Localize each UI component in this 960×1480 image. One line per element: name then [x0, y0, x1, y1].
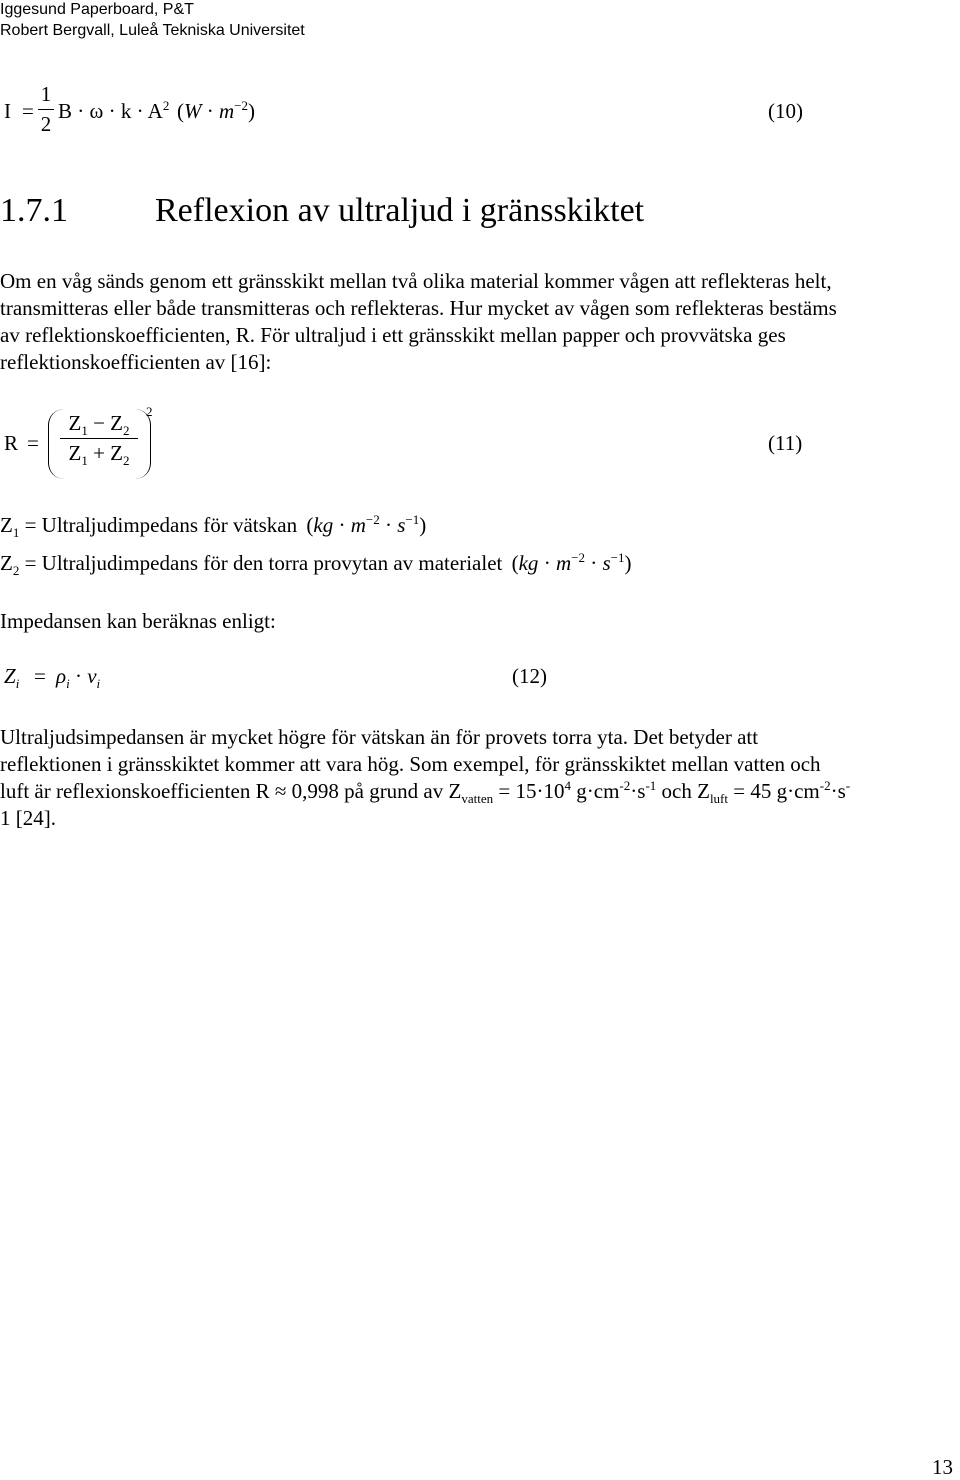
eq12-lhs: $Z_i$ [4, 664, 20, 692]
eq11-numerator: $Z_1 - Z_2$ [68, 411, 130, 439]
definition-z2: $Z_2$ = Ultraljudimpedans för den torra provytan av materialet $(kg \cdot m^{-2} \cdot s^{-1})$ [0, 550, 632, 579]
para1-line: transmitteras eller både transmitteras och reflekteras. Hur mycket av vågen som reflekteras bestäms [0, 296, 837, 320]
eq11-fraction [60, 411, 138, 469]
eq10-fraction [38, 84, 54, 135]
para2-line: 1 [24]. [0, 806, 56, 830]
paragraph-conclusion [0, 724, 955, 832]
para2-line: Ultraljudsimpedansen är mycket högre för vätskan än för provets torra yta. Det betyder att [0, 725, 759, 749]
eq10-lhs: I [4, 99, 11, 123]
page-number: 13 [932, 1455, 953, 1479]
z1-unit: $(kg \cdot m^{-2} \cdot s^{-1})$ [306, 512, 427, 537]
definition-z1: $Z_1$ = Ultraljudimpedans för vätskan $(kg \cdot m^{-2} \cdot s^{-1})$ [0, 512, 427, 541]
eq12-number: (12) [512, 664, 547, 688]
eq10-term: $B \cdot \omega \cdot k \cdot A^2$ [58, 98, 170, 123]
z2-unit: $(kg \cdot m^{-2} \cdot s^{-1})$ [511, 550, 632, 575]
para2-line: reflektionen i gränsskiktet kommer att vara hög. Som exempel, för gränsskiktet mellan vatten och [0, 752, 821, 776]
section-heading [0, 192, 644, 230]
eq10-frac-den: 2 [40, 112, 52, 136]
section-title: Reflexion av ultraljud i gränsskiktet [155, 192, 645, 229]
para1-line: Om en våg sänds genom ett gränsskikt mellan två olika material kommer vågen att reflekteras helt, [0, 269, 832, 293]
eq11-equals: = [27, 431, 39, 455]
eq10-units-exp: −2 [234, 98, 249, 113]
eq11-number: (11) [768, 431, 803, 455]
eq11-exponent: 2 [146, 404, 153, 419]
eq10-equals: = [22, 99, 34, 123]
section-number: 1.7.1 [0, 192, 68, 229]
eq10-frac-num: 1 [40, 82, 52, 106]
paragraph-intro [0, 268, 955, 376]
eq11-lhs: R [4, 431, 19, 455]
running-header-author: Robert Bergvall, Luleå Tekniska Universitet [0, 22, 305, 39]
para2-line: luft är reflexionskoefficienten R ≈ 0,998 på grund av $Z_{vatten} = 15\cdot 10^4$ $g\cdot cm^{-2}\cdot s^{-1}$ och $Z_{luft} = 45$ $g\cdot cm^{-2}\cdot s^-$ [0, 778, 851, 807]
eq12-rhs: $\rho_i \cdot v_i$ [56, 664, 101, 692]
eq10-term-exp: 2 [162, 98, 170, 113]
fraction-bar [38, 109, 54, 110]
eq12-equals: = [34, 664, 46, 688]
eq10-number: (10) [768, 99, 803, 123]
eq11-denominator: $Z_1 + Z_2$ [68, 441, 130, 469]
impedance-intro: Impedansen kan beräknas enligt: [0, 609, 276, 633]
eq10-units: $(W \cdot m^{-2})$ [177, 98, 256, 123]
running-header-company: Iggesund Paperboard, P&T [0, 1, 194, 18]
para1-line: reflektionskoefficienten av [16]: [0, 350, 272, 374]
para1-line: av reflektionskoefficienten, R. För ultraljud i ett gränsskikt mellan papper och provvätska ges [0, 323, 786, 347]
